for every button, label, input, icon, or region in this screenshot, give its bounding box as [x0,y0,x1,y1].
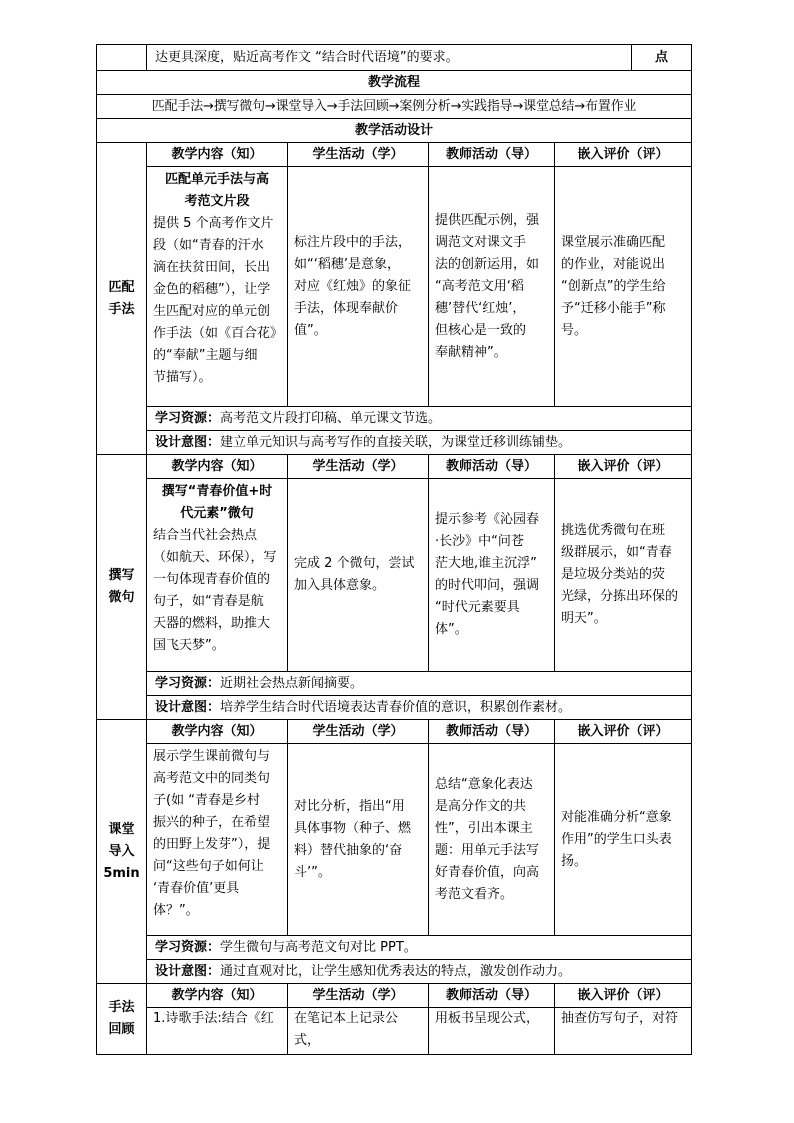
section-2-teacher: 提示参考《沁园春 ·长沙》中“问苍 茫大地,谁主沉浮” 的时代叩问，强调 “时代元素要具 体”。 [429,479,555,672]
header-teacher: 教师活动（导） [429,720,555,744]
header-teacher: 教师活动（导） [429,143,555,167]
header-eval: 嵌入评价（评） [555,143,692,167]
section-1-student: 标注片段中的手法， 如“‘稻穗’是意象， 对应《红烛》的象征 手法，体现奉献价 值”。 [288,167,429,407]
section-2-intent: 设计意图：培养学生结合时代语境表达青春价值的意识，积累创作素材。 [147,696,692,720]
section-label-2: 撰写 微句 [97,455,147,720]
section-2-student: 完成 2 个微句，尝试 加入具体意象。 [288,479,429,672]
header-content: 教学内容（知） [147,984,288,1008]
header-student: 学生活动（学） [288,720,429,744]
design-title: 教学活动设计 [97,119,692,143]
section-1-resource: 学习资源：高考范文片段打印稿、单元课文节选。 [147,407,692,431]
flow-steps: 匹配手法→撰写微句→课堂导入→手法回顾→案例分析→实践指导→课堂总结→布置作业 [97,95,692,119]
section-4-eval: 抽查仿写句子，对符 [555,1008,692,1055]
section-3-teacher: 总结“意象化表达 是高分作文的共 性”，引出本课主 题：用单元手法写 好青春价值，向高 考范文看齐。 [429,744,555,936]
section-label-4: 手法 回顾 [97,984,147,1055]
header-content: 教学内容（知） [147,455,288,479]
section-1-eval: 课堂展示准确匹配 的作业，对能说出 “创新点”的学生给 予“迁移小能手”称 号。 [555,167,692,407]
top-row-text: 达更具深度，贴近高考作文 “结合时代语境”的要求。 [147,45,632,71]
section-label-1: 匹配 手法 [97,143,147,455]
header-teacher: 教师活动（导） [429,455,555,479]
section-1-header-row [97,143,692,167]
section-1-teacher: 提供匹配示例，强 调范文对课文手 法的创新运用，如 “高考范文用‘稻 穗’替代‘红烛’， 但核心是一致的 奉献精神”。 [429,167,555,407]
header-eval: 嵌入评价（评） [555,720,692,744]
section-3-resource: 学习资源：学生微句与高考范文句对比 PPT。 [147,936,692,960]
header-teacher: 教师活动（导） [429,984,555,1008]
section-1-intent: 设计意图：建立单元知识与高考写作的直接关联，为课堂迁移训练铺垫。 [147,431,692,455]
top-row-right: 点 [632,45,692,71]
section-4-content: 1.诗歌手法:结合《红 [147,1008,288,1055]
flow-title: 教学流程 [97,71,692,95]
section-4-student: 在笔记本上记录公式， [288,1008,429,1055]
top-row [97,45,692,71]
section-3-student: 对比分析，指出“用 具体事物（种子、燃 料）替代抽象的‘奋 斗’”。 [288,744,429,936]
header-eval: 嵌入评价（评） [555,455,692,479]
section-label-3: 课堂 导入 5min [97,720,147,984]
header-eval: 嵌入评价（评） [555,984,692,1008]
section-3-intent: 设计意图：通过直观对比，让学生感知优秀表达的特点，激发创作动力。 [147,960,692,984]
section-2-eval: 挑选优秀微句在班 级群展示，如“青春 是垃圾分类站的荧 光绿，分拣出环保的 明天”。 [555,479,692,672]
section-2-content: 撰写“青春价值+时 代元素”微句 结合当代社会热点 （如航天、环保），写 一句体现青春价值的 句子，如“青春是航 天器的燃料，助推大 国飞天梦”。 [147,479,288,672]
header-content: 教学内容（知） [147,143,288,167]
section-4-teacher: 用板书呈现公式， [429,1008,555,1055]
section-3-eval: 对能准确分析“意象 作用”的学生口头表 扬。 [555,744,692,936]
header-student: 学生活动（学） [288,455,429,479]
header-content: 教学内容（知） [147,720,288,744]
lesson-plan-table [96,44,692,1055]
section-2-resource: 学习资源：近期社会热点新闻摘要。 [147,672,692,696]
top-row-blank [97,45,147,71]
header-student: 学生活动（学） [288,984,429,1008]
header-student: 学生活动（学） [288,143,429,167]
section-1-content: 匹配单元手法与高 考范文片段 提供 5 个高考作文片 段（如“青春的汗水 滴在扶贫田间，长出 金色的稻穗”），让学 生匹配对应的单元创 作手法（如《百合花》 的“奉献”主题与细 节描写）。 [147,167,288,407]
section-3-content: 展示学生课前微句与 高考范文中的同类句 子(如 “青春是乡村 振兴的种子，在希望 的田野上发芽”），提 问“这些句子如何让 ‘青春价值’更具 体？”。 [147,744,288,936]
